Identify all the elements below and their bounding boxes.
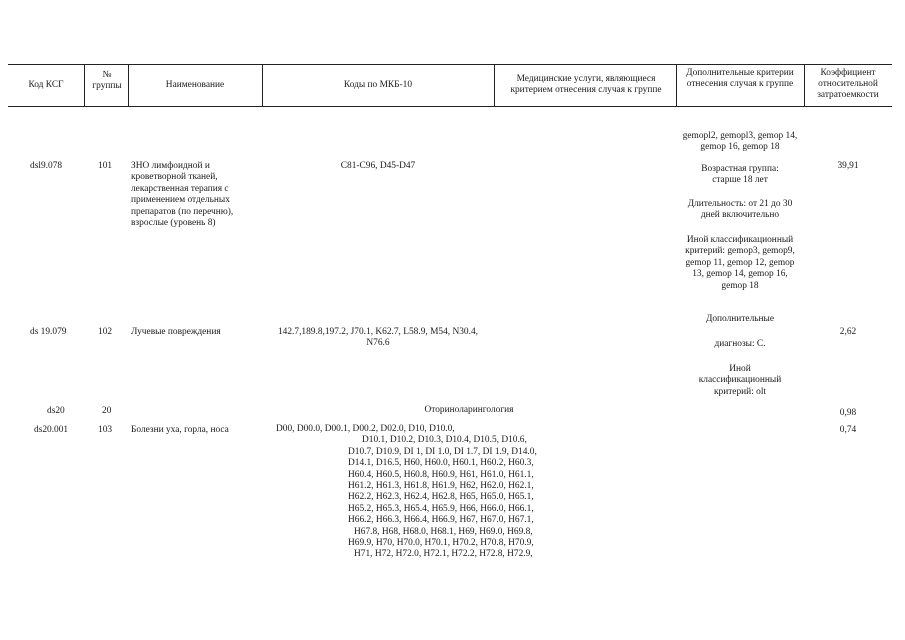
mkb-line: H61.2, H61.3, H61.8, H61.9, H62, H62.0, H62.1, bbox=[348, 481, 534, 492]
mkb-line: H71, H72, H72.0, H72.1, H72.2, H72.8, H72.9, bbox=[354, 549, 533, 560]
row-group-num: 101 bbox=[98, 161, 113, 171]
mkb-line: D14.1, D16.5, H60, H60.0, H60.1, H60.2, H60.3, bbox=[348, 458, 534, 469]
mkb-line: H67.8, H68, H68.0, H68.1, H69, H69.0, H69.8, bbox=[354, 526, 533, 537]
header-group-num: № группы bbox=[92, 70, 122, 91]
row-code: dsl9.078 bbox=[30, 161, 63, 171]
mkb-line: D10.7, D10.9, DI 1, DI 1.0, DI 1.7, DI 1.9, D14.0, bbox=[348, 446, 537, 457]
mkb-line: D00, D00.0, D00.1, D00.2, D02.0, D10, D10.0, bbox=[276, 424, 455, 434]
mkb-line: H69.9, H70, H70.0, H70.1, H70.2, H70.8, H70.9, bbox=[348, 538, 534, 549]
section-title: Оториноларингология bbox=[424, 405, 514, 415]
mkb-line: H60.4, H60.5, H60.8, H60.9, H61, H61.0, H61.1, bbox=[348, 469, 534, 480]
row-name: Лучевые повреждения bbox=[131, 327, 221, 337]
header-coef: Коэффициент относительной затратоемкости bbox=[817, 68, 879, 100]
header-bottom-rule bbox=[8, 106, 892, 107]
row-group-num: 20 bbox=[102, 406, 112, 416]
header-divider-4 bbox=[494, 64, 495, 106]
row-name: ЗНО лимфоидной и кроветворной тканей, лекарственная терапия с применением отдельных препаратов (по перечню), взрослые (уровень 8) bbox=[131, 161, 234, 229]
row-coef: 0,74 bbox=[839, 425, 857, 435]
row-code: ds20.001 bbox=[34, 425, 69, 435]
row-criteria-1: gemopl2, gemopl3, gemop 14, gemop 16, gemop 18 bbox=[682, 131, 798, 153]
mkb-line: H65.2, H65.3, H65.4, H65.9, H66, H66.0, H66.1, bbox=[348, 503, 534, 514]
row-mkb: 142.7,189.8,197.2, J70.1, K62.7, L58.9, M54, N30.4, N76.6 bbox=[277, 327, 478, 349]
row-mkb: C81-C96, D45-D47 bbox=[340, 161, 416, 171]
row-mkb-block bbox=[262, 424, 582, 561]
header-divider-5 bbox=[676, 64, 677, 106]
row-criteria-4: Иной классификационный критерий: gemop3, gemop9, gemop 11, gemop 12, gemop 13, gemop 14, gemop 16, gemop 18 bbox=[685, 235, 795, 291]
row-criteria-1: Дополнительные bbox=[705, 314, 775, 324]
row-criteria-3: Длительность: от 21 до 30 дней включительно bbox=[687, 199, 793, 221]
row-criteria-3: Иной классификационный критерий: olt bbox=[698, 364, 782, 397]
row-coef: 39,91 bbox=[837, 161, 859, 171]
header-name: Наименование bbox=[165, 80, 225, 90]
row-code: ds 19.079 bbox=[30, 327, 67, 337]
row-coef: 0,98 bbox=[839, 408, 857, 418]
mkb-line: H66.2, H66.3, H66.4, H66.9, H67, H67.0, H67.1, bbox=[348, 515, 534, 526]
row-coef: 2,62 bbox=[839, 327, 857, 337]
header-top-rule bbox=[8, 64, 892, 65]
row-code: ds20 bbox=[47, 406, 65, 416]
header-divider-1 bbox=[84, 64, 85, 106]
header-divider-6 bbox=[804, 64, 805, 106]
header-services: Медицинские услуги, являющиеся критерием отнесения случая к группе bbox=[510, 74, 662, 95]
row-name: Болезни уха, горла, носа bbox=[131, 425, 229, 435]
mkb-line: D10.1, D10.2, D10.3, D10.4, D10.5, D10.6, bbox=[362, 435, 527, 446]
header-mkb: Коды по МКБ-10 bbox=[343, 80, 413, 90]
header-criteria: Дополнительные критерии отнесения случая к группе bbox=[686, 68, 794, 89]
row-criteria-2: Возрастная группа: старше 18 лет bbox=[701, 164, 779, 186]
row-group-num: 103 bbox=[98, 425, 113, 435]
row-group-num: 102 bbox=[98, 327, 113, 337]
mkb-line: H62.2, H62.3, H62.4, H62.8, H65, H65.0, H65.1, bbox=[348, 492, 534, 503]
row-criteria-2: диагнозы: С. bbox=[714, 339, 766, 349]
header-code: Код КСГ bbox=[28, 80, 64, 90]
